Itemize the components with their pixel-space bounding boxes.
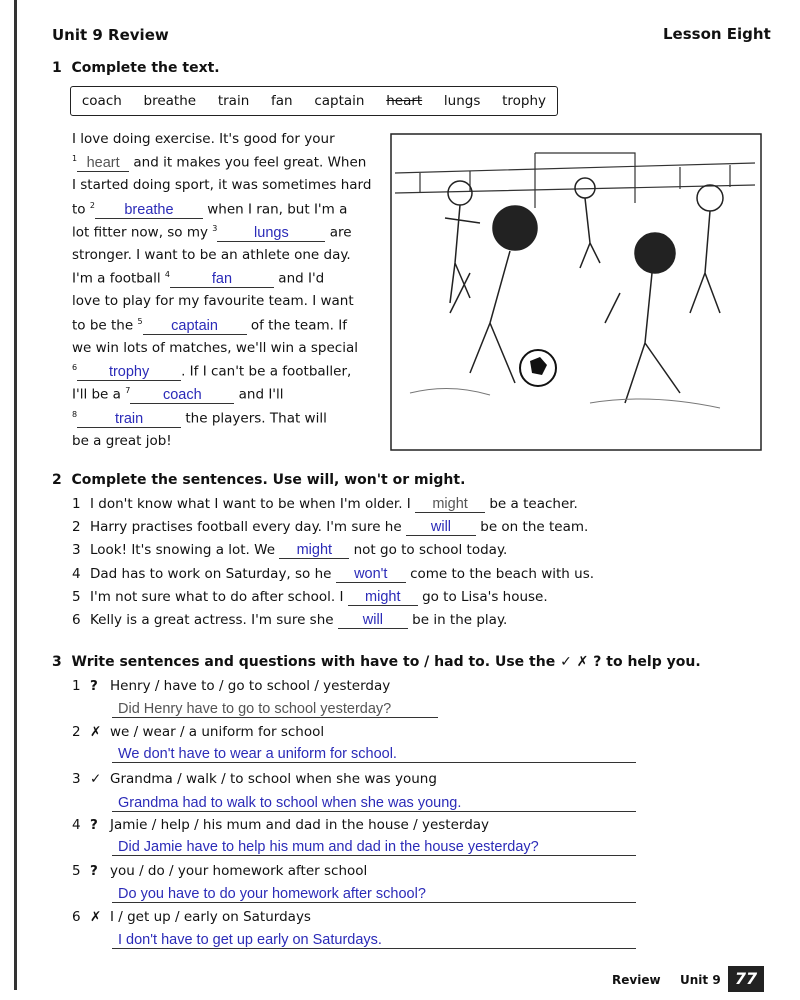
answer-6[interactable]: trophy: [77, 365, 181, 381]
prompt-text: Henry / have to / go to school / yesterday: [110, 678, 391, 694]
lesson-title: Lesson Eight: [663, 25, 771, 43]
prompt-text: Grandma / walk / to school when she was young: [110, 771, 437, 787]
prompt-item: [72, 678, 390, 694]
sentence-end: not go to school today.: [353, 542, 508, 558]
text-line: I'm a football $^4$ fan and I'd: [72, 270, 325, 287]
football-illustration: [390, 133, 762, 451]
word: fan: [271, 93, 293, 109]
word: train: [217, 93, 250, 109]
answer-7[interactable]: coach: [130, 388, 234, 404]
item-number: 5: [72, 589, 81, 605]
item-number: 6: [72, 909, 81, 925]
symbol-icon: ?: [90, 678, 98, 694]
answer-5[interactable]: captain: [143, 319, 247, 335]
unit-title: Unit 9 Review: [52, 26, 169, 44]
item-number: 3: [72, 771, 81, 787]
symbol-icon: ✓: [90, 771, 102, 787]
ex1-heading: 1 Complete the text.: [52, 60, 220, 76]
text-line: we win lots of matches, we'll win a special: [72, 340, 358, 356]
prompt-item: [72, 863, 367, 879]
answer-blank[interactable]: might: [279, 543, 349, 559]
page-binding-edge: [14, 0, 17, 990]
item-number: 5: [72, 863, 81, 879]
footer-unit: Unit 9: [680, 973, 721, 987]
answer-4[interactable]: fan: [170, 272, 274, 288]
text-line: I started doing sport, it was sometimes hard: [72, 177, 372, 193]
answer-8[interactable]: train: [77, 412, 181, 428]
answer-line[interactable]: We don't have to wear a uniform for school.: [112, 746, 636, 763]
prompt-text: Jamie / help / his mum and dad in the house / yesterday: [110, 817, 490, 833]
word: captain: [314, 93, 365, 109]
item-number: 2: [72, 519, 81, 535]
item-number: 3: [72, 542, 81, 558]
sentence-start: I'm not sure what to do after school. I: [90, 589, 344, 605]
word: lungs: [443, 93, 481, 109]
answer-line[interactable]: Do you have to do your homework after school?: [112, 886, 636, 903]
page-number: 77: [728, 966, 764, 992]
word-crossed: heart: [386, 93, 423, 109]
text-line: to $^2$ breathe when I ran, but I'm a: [72, 201, 348, 218]
sentence-item: [72, 542, 507, 559]
text-line: lot fitter now, so my $^3$ lungs are: [72, 224, 352, 241]
text-line: $^6$ trophy . If I can't be a footballer,: [72, 363, 352, 380]
prompt-item: [72, 817, 489, 833]
ex3-heading: 3 Write sentences and questions with have to / had to. Use the ✓ ✗ ? to help you.: [52, 654, 701, 670]
word: trophy: [502, 93, 547, 109]
prompt-text: you / do / your homework after school: [110, 863, 368, 879]
answer-blank[interactable]: won't: [336, 567, 406, 583]
answer-1[interactable]: heart: [77, 156, 129, 172]
answer-line[interactable]: Did Jamie have to help his mum and dad in the house yesterday?: [112, 839, 636, 856]
sentence-item: [72, 566, 594, 583]
sentence-start: Look! It's snowing a lot. We: [90, 542, 276, 558]
sentence-start: Harry practises football every day. I'm sure he: [90, 519, 402, 535]
item-number: 2: [72, 724, 81, 740]
item-number: 1: [72, 678, 81, 694]
word: coach: [81, 93, 122, 109]
text-line: love to play for my favourite team. I want: [72, 293, 354, 309]
item-number: 4: [72, 817, 81, 833]
ex2-heading: 2 Complete the sentences. Use will, won't or might.: [52, 472, 466, 488]
symbol-icon: ?: [90, 863, 98, 879]
sentence-item: [72, 496, 578, 513]
text-line: I'll be a $^7$ coach and I'll: [72, 386, 284, 403]
sentence-end: go to Lisa's house.: [422, 589, 548, 605]
sentence-item: [72, 612, 507, 629]
text-line: I love doing exercise. It's good for your: [72, 131, 335, 147]
text-line: stronger. I want to be an athlete one day.: [72, 247, 351, 263]
answer-blank[interactable]: will: [406, 520, 476, 536]
item-number: 1: [72, 496, 81, 512]
sentence-end: be in the play.: [412, 612, 508, 628]
sentence-end: come to the beach with us.: [410, 566, 595, 582]
item-number: 6: [72, 612, 81, 628]
footer-review: Review: [612, 973, 661, 987]
answer-line[interactable]: I don't have to get up early on Saturdays.: [112, 932, 636, 949]
prompt-item: [72, 771, 437, 787]
answer-blank[interactable]: will: [338, 613, 408, 629]
text-line: to be the $^5$ captain of the team. If: [72, 317, 347, 334]
prompt-item: [72, 724, 324, 740]
sentence-item: [72, 519, 588, 536]
answer-blank[interactable]: might: [348, 590, 418, 606]
symbol-icon: ✗: [90, 909, 102, 925]
answer-3[interactable]: lungs: [217, 226, 325, 242]
text-line: $^8$ train the players. That will: [72, 410, 327, 427]
sentence-start: I don't know what I want to be when I'm older. I: [90, 496, 411, 512]
sentence-start: Kelly is a great actress. I'm sure she: [90, 612, 334, 628]
symbol-icon: ✗: [90, 724, 102, 740]
sentence-end: be a teacher.: [489, 496, 578, 512]
prompt-item: [72, 909, 311, 925]
text-line: $^1$ heart and it makes you feel great. When: [72, 154, 367, 171]
item-number: 4: [72, 566, 81, 582]
answer-2[interactable]: breathe: [95, 203, 203, 219]
answer-line[interactable]: Grandma had to walk to school when she was young.: [112, 795, 636, 812]
sentence-end: be on the team.: [480, 519, 589, 535]
prompt-text: we / wear / a uniform for school: [110, 724, 325, 740]
answer-line[interactable]: Did Henry have to go to school yesterday?: [112, 701, 438, 718]
symbol-icon: ?: [90, 817, 98, 833]
answer-blank[interactable]: might: [415, 497, 485, 513]
sentence-item: [72, 589, 548, 606]
word: breathe: [143, 93, 197, 109]
word-box: [70, 86, 558, 116]
sentence-start: Dad has to work on Saturday, so he: [90, 566, 332, 582]
prompt-text: I / get up / early on Saturdays: [110, 909, 311, 925]
text-line: be a great job!: [72, 433, 172, 449]
